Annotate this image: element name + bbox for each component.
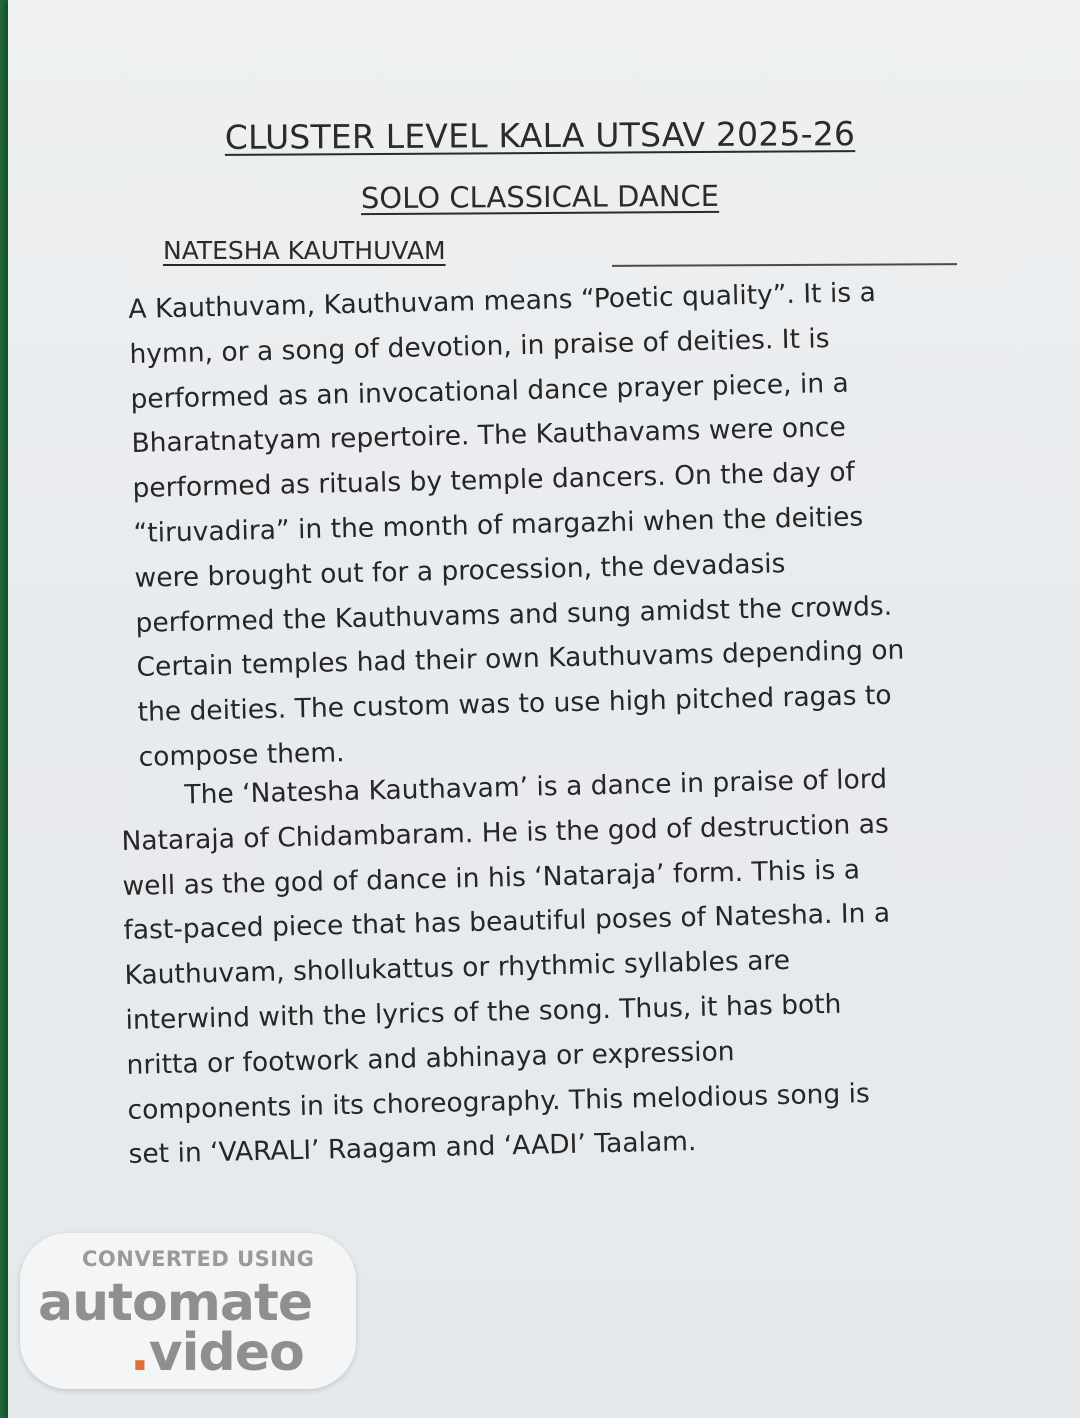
watermark-brand-suffix	[130, 1323, 304, 1383]
paragraph-line: performed as rituals by temple dancers. On the day of	[132, 456, 856, 505]
paragraph-line: the deities. The custom was to use high pitched ragas to	[137, 679, 892, 729]
paragraph-line: Kauthuvam, shollukattus or rhythmic syllables are	[124, 945, 791, 992]
paragraph-2	[120, 755, 989, 1178]
paragraph-line: components in its choreography. This melodious song is	[127, 1077, 871, 1126]
paragraph-line: hymn, or a song of devotion, in praise of deities. It is	[129, 322, 830, 370]
watermark-caption: CONVERTED USING	[82, 1247, 315, 1271]
paragraph-line: well as the god of dance in his ‘Nataraja’ form. This is a	[122, 853, 861, 902]
paragraph-line: A Kauthuvam, Kauthuvam means “Poetic quality”. It is a	[128, 277, 877, 325]
paragraph-line: Bharatnatyam repertoire. The Kauthavams were once	[131, 412, 847, 460]
paragraph-line: fast-paced piece that has beautiful poses of Natesha. In a	[123, 897, 891, 947]
watermark-badge	[20, 1233, 356, 1389]
watermark-brand: automate	[38, 1273, 313, 1333]
watermark-suffix-text: video	[148, 1323, 304, 1383]
paragraph-line: interwind with the lyrics of the song. Thus, it has both	[125, 988, 842, 1036]
paragraph-line: Nataraja of Chidambaram. He is the god of destruction as	[121, 808, 890, 857]
paragraph-line: performed the Kauthuvams and sung amidst the crowds.	[135, 590, 893, 639]
paragraph-line: were brought out for a procession, the devadasis	[134, 547, 786, 594]
paragraph-1	[128, 268, 999, 780]
paragraph-line: Certain temples had their own Kauthuvams depending on	[136, 634, 905, 684]
section-heading: NATESHA KAUTHUVAM	[163, 236, 446, 265]
paragraph-line: performed as an invocational dance prayer piece, in a	[130, 367, 850, 415]
paragraph-line: “tiruvadira” in the month of margazhi when the deities	[133, 501, 864, 549]
watermark-dot: .	[130, 1323, 149, 1383]
document-subtitle: SOLO CLASSICAL DANCE	[360, 178, 720, 216]
paragraph-line: compose them.	[138, 737, 345, 773]
document-title: CLUSTER LEVEL KALA UTSAV 2025-26	[224, 114, 856, 157]
paragraph-line: set in ‘VARALI’ Raagam and ‘AADI’ Taalam.	[128, 1126, 697, 1171]
paragraph-line: nritta or footwork and abhinaya or expression	[126, 1035, 735, 1081]
paragraph-line: The ‘Natesha Kauthavam’ is a dance in praise of lord	[184, 763, 888, 811]
